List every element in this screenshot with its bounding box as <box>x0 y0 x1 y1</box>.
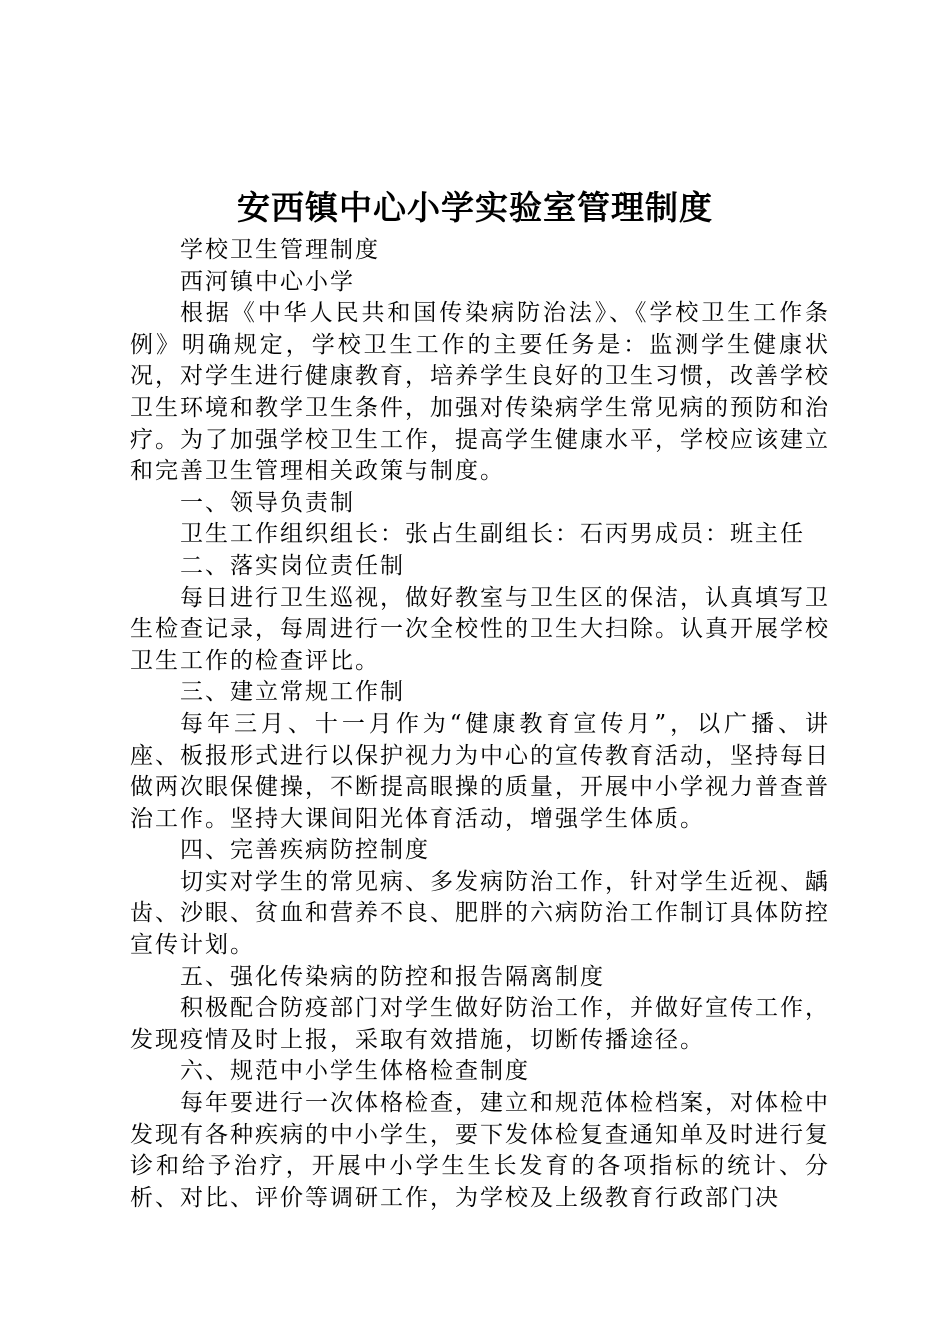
subtitle-school-name: 西河镇中心小学 <box>180 268 355 295</box>
intro-paragraph: 根据《中华人民共和国传染病防治法》、《学校卫生工作条例》明确规定，学校卫生工作的主要任务是：监测学生健康状况，对学生进行健康教育，培养学生良好的卫生习惯，改善学校卫生环境和教学卫生条件，加强对传染病学生常见病的预防和治疗。为了加强学校卫生工作，提高学生健康水平，学校应该建立和完善卫生管理相关政策与制度。 <box>130 300 830 485</box>
section-body-4: 切实对学生的常见病、多发病防治工作，针对学生近视、龋齿、沙眼、贫血和营养不良、肥胖的六病防治工作制订具体防控宣传计划。 <box>130 868 830 959</box>
subtitle-school-hygiene: 学校卫生管理制度 <box>180 237 380 263</box>
section-body-2: 每日进行卫生巡视，做好教室与卫生区的保洁，认真填写卫生检查记录，每周进行一次全校性的卫生大扫除。认真开展学校卫生工作的检查评比。 <box>130 584 830 674</box>
section-heading-6: 六、规范中小学生体格检查制度 <box>180 1058 530 1085</box>
section-body-3: 每年三月、十一月作为“健康教育宣传月”，以广播、讲座、板报形式进行以保护视力为中心的宣传教育活动，坚持每日做两次眼保健操，不断提高眼操的质量，开展中小学视力普查普治工作。坚持大课间阳光体育活动，增强学生体质。 <box>130 710 830 832</box>
section-heading-4: 四、完善疾病防控制度 <box>180 837 430 864</box>
document-body <box>130 235 830 1214</box>
section-body-5: 积极配合防疫部门对学生做好防治工作，并做好宣传工作，发现疫情及时上报，采取有效措施，切断传播途径。 <box>130 995 830 1053</box>
section-heading-2: 二、落实岗位责任制 <box>180 552 405 579</box>
section-heading-1: 一、领导负责制 <box>180 489 355 516</box>
section-body-6: 每年要进行一次体格检查，建立和规范体检档案，对体检中发现有各种疾病的中小学生，要下发体检复查通知单及时进行复诊和给予治疗，开展中小学生生长发育的各项指标的统计、分析、对比、评价等调研工作，为学校及上级教育行政部门决 <box>130 1090 830 1211</box>
section-heading-3: 三、建立常规工作制 <box>180 679 405 706</box>
section-body-1: 卫生工作组织组长：张占生副组长：石丙男成员：班主任 <box>180 521 805 548</box>
document-title: 安西镇中心小学实验室管理制度 <box>237 188 713 227</box>
section-heading-5: 五、强化传染病的防控和报告隔离制度 <box>180 963 605 990</box>
